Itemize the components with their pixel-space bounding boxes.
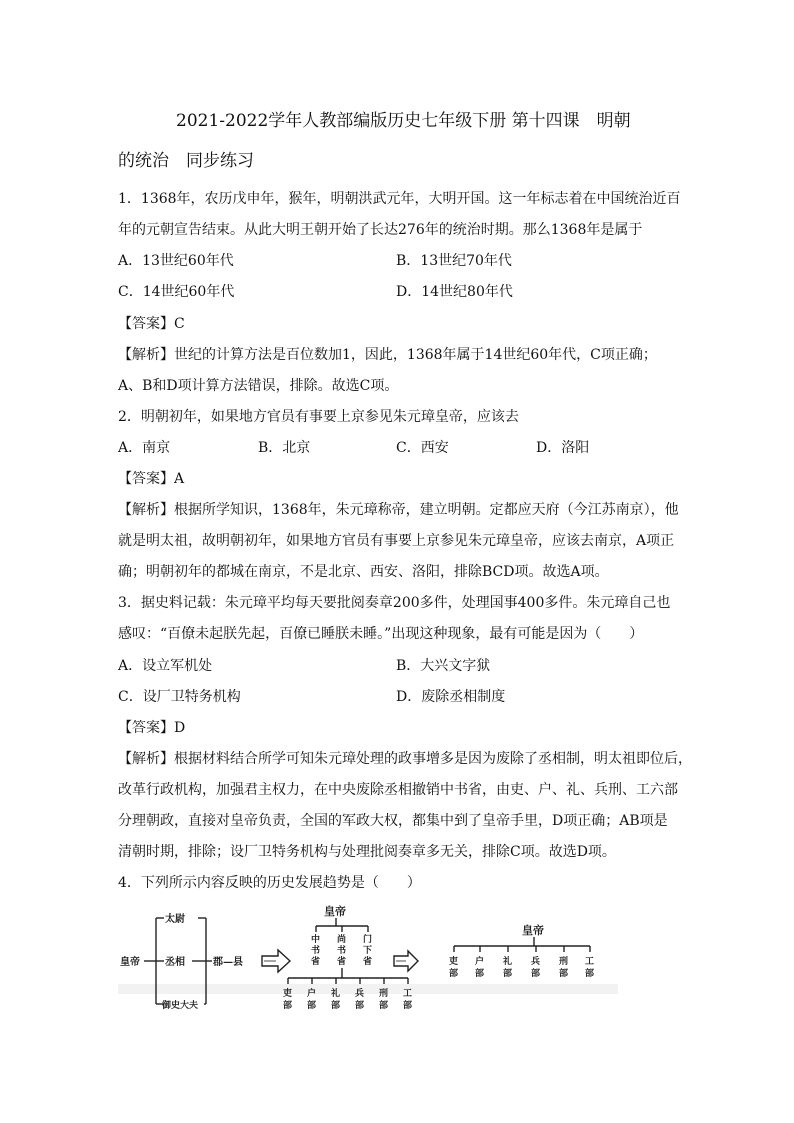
q3-stem-line-2: 感叹：“百僚未起朕先起，百僚已睡朕未睡。”出现这种现象，最有可能是因为（ ）	[118, 626, 644, 642]
q3-option-d: D．废除丞相制度	[396, 689, 506, 705]
p3-li-bu: 吏部	[449, 957, 459, 979]
p1-yushi-dafu: 御史大夫	[162, 1001, 199, 1011]
q1-option-c: C．14世纪60年代	[118, 284, 235, 300]
q3-option-c: C．设厂卫特务机构	[118, 689, 241, 705]
p1-taiwei: 太尉	[165, 914, 185, 925]
panel-sui-tang	[283, 904, 412, 1011]
q1-stem-line-2: 年的元朝宣告结束。从此大明王朝开始了长达276年的统治时期。那么1368年是属于	[118, 222, 643, 238]
q3-option-b: B．大兴文字狱	[396, 658, 491, 674]
arrow-2-icon	[394, 951, 418, 971]
panel-qin-han	[120, 912, 243, 1011]
q3-analysis-line-2: 改革行政机构，加强君主权力，在中央废除丞相撤销中书省，由吏、户、礼、兵刑、工六部	[118, 782, 678, 798]
q3-analysis-line-1: 【解析】根据材料结合所学可知朱元璋处理的政事增多是因为废除了丞相制，明太祖即位后，	[118, 751, 692, 767]
p2-bing-bu: 兵部	[355, 989, 365, 1011]
p3-xing-bu: 刑部	[559, 957, 569, 979]
p2-li-bu: 吏部	[283, 989, 293, 1011]
q2-option-b: B．北京	[258, 440, 311, 456]
q1-answer: 【答案】C	[118, 316, 185, 332]
p1-chengxiang: 丞相	[165, 957, 185, 968]
p2-hu-bu: 户部	[307, 989, 317, 1011]
q3-analysis-line-3: 分理朝政，直接对皇帝负责，全国的军政大权，都集中到了皇帝手里，D项正确；AB项是	[118, 813, 668, 829]
q2-analysis-line-1: 【解析】根据所学知识，1368年，朱元璋称帝，建立明朝。定都应天府（今江苏南京），他	[118, 502, 679, 518]
p1-emperor: 皇帝	[120, 957, 140, 968]
government-structure-diagram	[118, 904, 618, 1028]
q3-analysis-line-4: 清朝时期，排除；设厂卫特务机构与处理批阅奏章多无关，排除C项。故选D项。	[118, 844, 616, 860]
p3-bing-bu: 兵部	[531, 957, 541, 979]
q1-option-b: B．13世纪70年代	[396, 253, 512, 269]
q1-stem-line-1: 1．1368年，农历戊申年，猴年，明朝洪武元年，大明开国。这一年标志着在中国统治近百	[118, 191, 681, 207]
p3-hu-bu: 户部	[475, 957, 485, 979]
p3-gong-bu: 工部	[585, 957, 595, 979]
q2-answer: 【答案】A	[118, 471, 185, 487]
title-line-1: 2021-2022学年人教部编版历史七年级下册 第十四课 明朝	[176, 111, 631, 131]
q1-option-d: D．14世纪80年代	[396, 284, 513, 300]
panel-ming	[449, 923, 594, 979]
p2-li-bu-rites: 礼部	[331, 989, 341, 1011]
p2-xing-bu: 刑部	[379, 989, 389, 1011]
title-line-2: 的统治 同步练习	[118, 151, 254, 171]
q1-option-a: A．13世纪60年代	[118, 253, 234, 269]
q2-option-c: C．西安	[396, 440, 449, 456]
q2-option-d: D．洛阳	[536, 440, 590, 456]
arrow-1-icon	[262, 950, 290, 972]
p2-zhongshu-sheng: 中 书 省	[311, 935, 321, 967]
q3-stem-line-1: 3．据史料记载：朱元璋平均每天要批阅奏章200多件，处理国事400多件。朱元璋自己也	[118, 595, 671, 611]
q2-analysis-line-3: 确；明朝初年的都城在南京，不是北京、西安、洛阳，排除BCD项。故选A项。	[118, 564, 609, 580]
q2-analysis-line-2: 就是明太祖，故明朝初年，如果地方官员有事要上京参见朱元璋皇帝，应该去南京，A项正	[118, 533, 675, 549]
p3-emperor: 皇帝	[522, 924, 544, 937]
q2-option-a: A．南京	[118, 440, 171, 456]
scan-shading	[118, 984, 618, 994]
q1-analysis-line-1: 【解析】世纪的计算方法是百位数加1，因此，1368年属于14世纪60年代，C项正确；	[118, 347, 657, 363]
q3-answer: 【答案】D	[118, 720, 186, 736]
p3-li-bu-rites: 礼部	[503, 957, 513, 979]
q4-stem: 4．下列所示内容反映的历史发展趋势是（ ）	[118, 875, 421, 891]
q3-option-a: A．设立军机处	[118, 658, 213, 674]
p2-shangshu-sheng: 尚 书 省	[337, 935, 347, 967]
p2-gong-bu: 工部	[403, 989, 413, 1011]
p2-emperor: 皇帝	[324, 905, 346, 918]
p1-jun-xian: 郡—县	[213, 957, 243, 968]
p2-menxia-sheng: 门 下 省	[363, 935, 373, 967]
q2-stem: 2．明朝初年，如果地方官员有事要上京参见朱元璋皇帝，应该去	[118, 409, 519, 425]
q1-analysis-line-2: A、B和D项计算方法错误，排除。故选C项。	[118, 378, 399, 394]
